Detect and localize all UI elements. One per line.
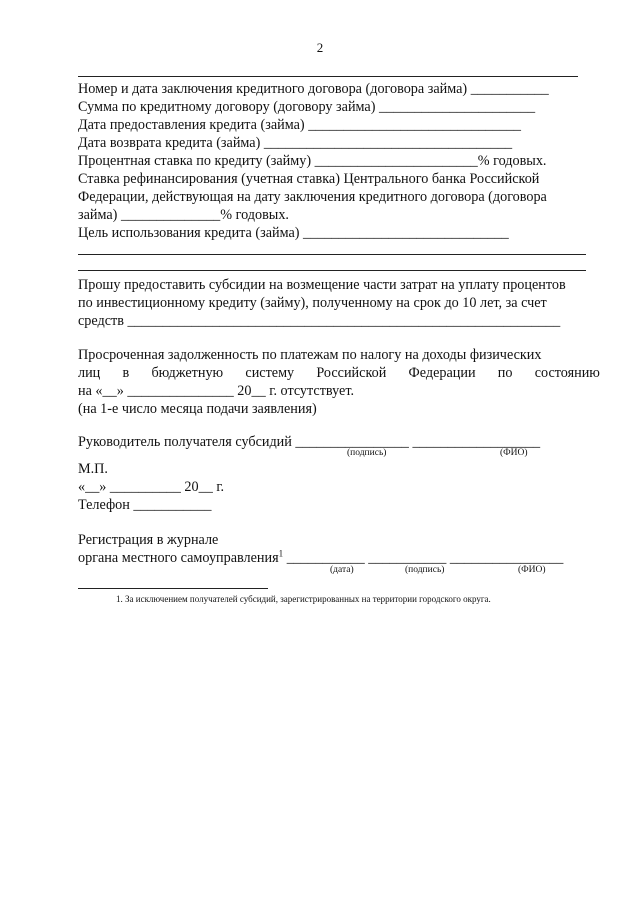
arrears-line-1: Просроченная задолженность по платежам по налогу на доходы физических — [78, 347, 542, 363]
arrears-word: бюджетную — [151, 365, 224, 381]
purpose-rule-1 — [78, 254, 586, 255]
arrears-word: лиц — [78, 365, 101, 381]
request-line-2: по инвестиционному кредиту (займу), полученному на срок до 10 лет, за счет — [78, 295, 547, 311]
request-line-3: средств _____________________________________________________________ — [78, 313, 561, 329]
caption-signature: (подпись) — [347, 448, 387, 458]
stamp-mark: М.П. — [78, 461, 108, 477]
arrears-word: Федерации — [408, 365, 476, 381]
purpose-line: Цель использования кредита (займа) _____________________________ — [78, 225, 509, 241]
arrears-word: состоянию — [534, 365, 600, 381]
registration-line-1: Регистрация в журнале — [78, 532, 219, 548]
footnote-text: 1. За исключением получателей субсидий, зарегистрированных на территории городского округа. — [116, 594, 491, 604]
footnote-marker: 1 — [278, 548, 284, 559]
caption-reg-signature: (подпись) — [405, 565, 445, 575]
caption-name: (ФИО) — [500, 448, 528, 458]
arrears-line-4: (на 1-е число месяца подачи заявления) — [78, 401, 317, 417]
arrears-word: в — [122, 365, 130, 381]
contract-line: Номер и дата заключения кредитного договора (договора займа) ___________ — [78, 81, 549, 97]
signature-head-line: Руководитель получателя субсидий ________________ __________________ — [78, 434, 541, 450]
arrears-line-2 — [78, 364, 600, 382]
request-line-1: Прошу предоставить субсидии на возмещение части затрат на уплату процентов — [78, 277, 566, 293]
amount-line: Сумма по кредитному договору (договору займа) ______________________ — [78, 99, 536, 115]
phone-line: Телефон ___________ — [78, 497, 212, 513]
purpose-rule-2 — [78, 270, 586, 271]
registration-blanks: ___________ ___________ ________________ — [286, 550, 564, 566]
refinancing-line-3: займа) ______________% годовых. — [78, 207, 289, 223]
rate-line: Процентная ставка по кредиту (займу) _______________________% годовых. — [78, 153, 547, 169]
caption-reg-date: (дата) — [330, 565, 354, 575]
signature-date-line: «__» __________ 20__ г. — [78, 479, 225, 495]
issue-date-line: Дата предоставления кредита (займа) ______________________________ — [78, 117, 522, 133]
page-number: 2 — [316, 40, 324, 55]
top-rule — [78, 76, 578, 77]
caption-reg-name: (ФИО) — [518, 565, 546, 575]
return-date-line: Дата возврата кредита (займа) ___________________________________ — [78, 135, 513, 151]
registration-label: органа местного самоуправления — [78, 550, 279, 566]
footnote-rule — [78, 588, 268, 589]
arrears-word: по — [497, 365, 513, 381]
arrears-line-3: на «__» _______________ 20__ г. отсутствует. — [78, 383, 354, 399]
refinancing-line-2: Федерации, действующая на дату заключения кредитного договора (договора — [78, 189, 547, 205]
refinancing-line-1: Ставка рефинансирования (учетная ставка) Центрального банка Российской — [78, 171, 540, 187]
registration-line-2 — [78, 549, 563, 567]
arrears-word: Российской — [316, 365, 387, 381]
arrears-word: систему — [245, 365, 295, 381]
